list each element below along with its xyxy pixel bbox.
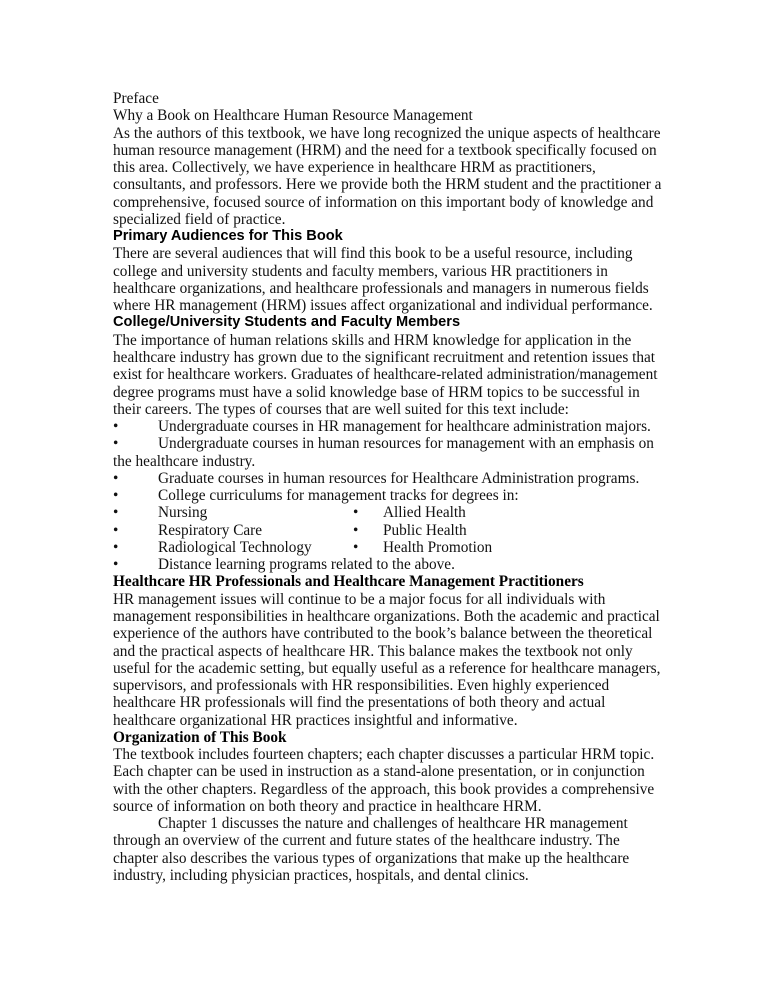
paragraph-line: The importance of human relations skills and HRM knowledge for application in the	[113, 331, 632, 349]
paragraph-line: There are several audiences that will find this book to be a useful resource, including	[113, 245, 633, 263]
document-title: Preface	[113, 90, 159, 107]
heading-hr-professionals: Healthcare HR Professionals and Healthcare Management Practitioners	[113, 573, 584, 591]
paragraph-line: Each chapter can be used in instruction as a stand-alone presentation, or in conjunction	[113, 763, 645, 781]
paragraph-line: healthcare HR professionals will find the presentations of both theory and actual	[113, 694, 606, 712]
bullet-icon: •	[353, 521, 359, 539]
course-bullet-list	[113, 418, 658, 573]
college-paragraph	[113, 332, 658, 418]
bullet-icon: •	[113, 418, 119, 436]
bullet-icon: •	[113, 469, 119, 487]
heading-college-students: College/University Students and Faculty Members	[113, 314, 461, 331]
paragraph-line: industry, including physician practices, hospitals, and dental clinics.	[113, 866, 529, 884]
paragraph-line: healthcare organizations, and healthcare professionals and managers in numerous fields	[113, 279, 649, 297]
paragraph-line: The textbook includes fourteen chapters; each chapter discusses a particular HRM topic.	[113, 746, 655, 764]
paragraph-line: exist for healthcare workers. Graduates of healthcare-related administration/management	[113, 366, 658, 384]
paragraph-line: source of information on both theory and practice in healthcare HRM.	[113, 797, 542, 815]
paragraph-line: supervisors, and professionals with HR responsibilities. Even highly experienced	[113, 677, 610, 695]
paragraph-line: and the practical aspects of healthcare HR. This balance makes the textbook not only	[113, 642, 633, 660]
paragraph-line: healthcare organizational HR practices insightful and informative.	[113, 711, 518, 729]
list-item-text: Distance learning programs related to the above.	[158, 556, 455, 574]
heading-organization: Organization of This Book	[113, 728, 287, 746]
bullet-icon: •	[113, 487, 119, 505]
organization-paragraph	[113, 746, 658, 815]
list-item-text: Undergraduate courses in human resources for management with an emphasis on	[158, 435, 654, 453]
list-item-continuation: the healthcare industry.	[113, 452, 256, 470]
list-item-text: Undergraduate courses in HR management for healthcare administration majors.	[158, 418, 651, 436]
list-item	[113, 418, 658, 435]
bullet-icon: •	[113, 538, 119, 556]
bullet-icon: •	[113, 435, 119, 453]
list-item-text: College curriculums for management tracks for degrees in:	[158, 487, 519, 505]
paragraph-line: comprehensive, focused source of information on this important body of knowledge and	[113, 193, 654, 211]
degree-row	[113, 539, 658, 556]
paragraph-line: Chapter 1 discusses the nature and challenges of healthcare HR management	[158, 815, 628, 833]
heading-primary-audiences: Primary Audiences for This Book	[113, 228, 343, 245]
audiences-paragraph	[113, 245, 658, 314]
bullet-icon: •	[113, 504, 119, 522]
list-item	[113, 487, 658, 504]
intro-paragraph	[113, 124, 662, 229]
paragraph-line: management responsibilities in healthcare organizations. Both the academic and practical	[113, 607, 660, 625]
paragraph-line: through an overview of the current and future states of the healthcare industry. The	[113, 832, 620, 850]
degree-left: Radiological Technology	[158, 538, 312, 556]
paragraph-line: useful for the academic setting, but equally useful as a reference for healthcare managers,	[113, 659, 661, 677]
paragraph-line: human resource management (HRM) and the need for a textbook specifically focused on	[113, 141, 657, 159]
document-subtitle: Why a Book on Healthcare Human Resource Management	[113, 107, 473, 125]
paragraph-line: where HR management (HRM) issues affect organizational and individual performance.	[113, 297, 653, 315]
degree-row	[113, 504, 658, 521]
list-item	[113, 556, 658, 573]
document-page	[113, 90, 662, 884]
practitioners-paragraph	[113, 590, 661, 729]
list-item-text: Graduate courses in human resources for Healthcare Administration programs.	[158, 469, 640, 487]
paragraph-line: chapter also describes the various types of organizations that make up the healthcare	[113, 849, 630, 867]
degree-right: Public Health	[383, 521, 467, 539]
bullet-icon: •	[113, 521, 119, 539]
paragraph-line: with the other chapters. Regardless of the approach, this book provides a comprehensive	[113, 780, 655, 798]
list-item	[113, 435, 658, 452]
degree-left: Respiratory Care	[158, 521, 263, 539]
list-item	[113, 470, 658, 487]
paragraph-line: HR management issues will continue to be a major focus for all individuals with	[113, 590, 606, 608]
paragraph-line: consultants, and professors. Here we provide both the HRM student and the practitioner a	[113, 176, 662, 194]
degree-right: Allied Health	[383, 504, 466, 522]
bullet-icon: •	[353, 504, 359, 522]
paragraph-line: specialized field of practice.	[113, 210, 286, 228]
degree-row	[113, 522, 658, 539]
paragraph-line: degree programs must have a solid knowledge base of HRM topics to be successful in	[113, 383, 640, 401]
paragraph-line: As the authors of this textbook, we have long recognized the unique aspects of healthcare	[113, 124, 661, 142]
bullet-icon: •	[113, 556, 119, 574]
paragraph-line: this area. Collectively, we have experience in healthcare HRM as practitioners,	[113, 159, 596, 177]
degree-left: Nursing	[158, 504, 208, 522]
bullet-icon: •	[353, 538, 359, 556]
paragraph-line: their careers. The types of courses that are well suited for this text include:	[113, 400, 569, 418]
paragraph-line: healthcare industry has grown due to the significant recruitment and retention issues that	[113, 348, 656, 366]
degree-right: Health Promotion	[383, 538, 493, 556]
chapter1-paragraph	[113, 815, 658, 884]
paragraph-line: experience of the authors have contributed to the book’s balance between the theoretical	[113, 625, 653, 643]
paragraph-line: college and university students and faculty members, various HR practitioners in	[113, 262, 608, 280]
